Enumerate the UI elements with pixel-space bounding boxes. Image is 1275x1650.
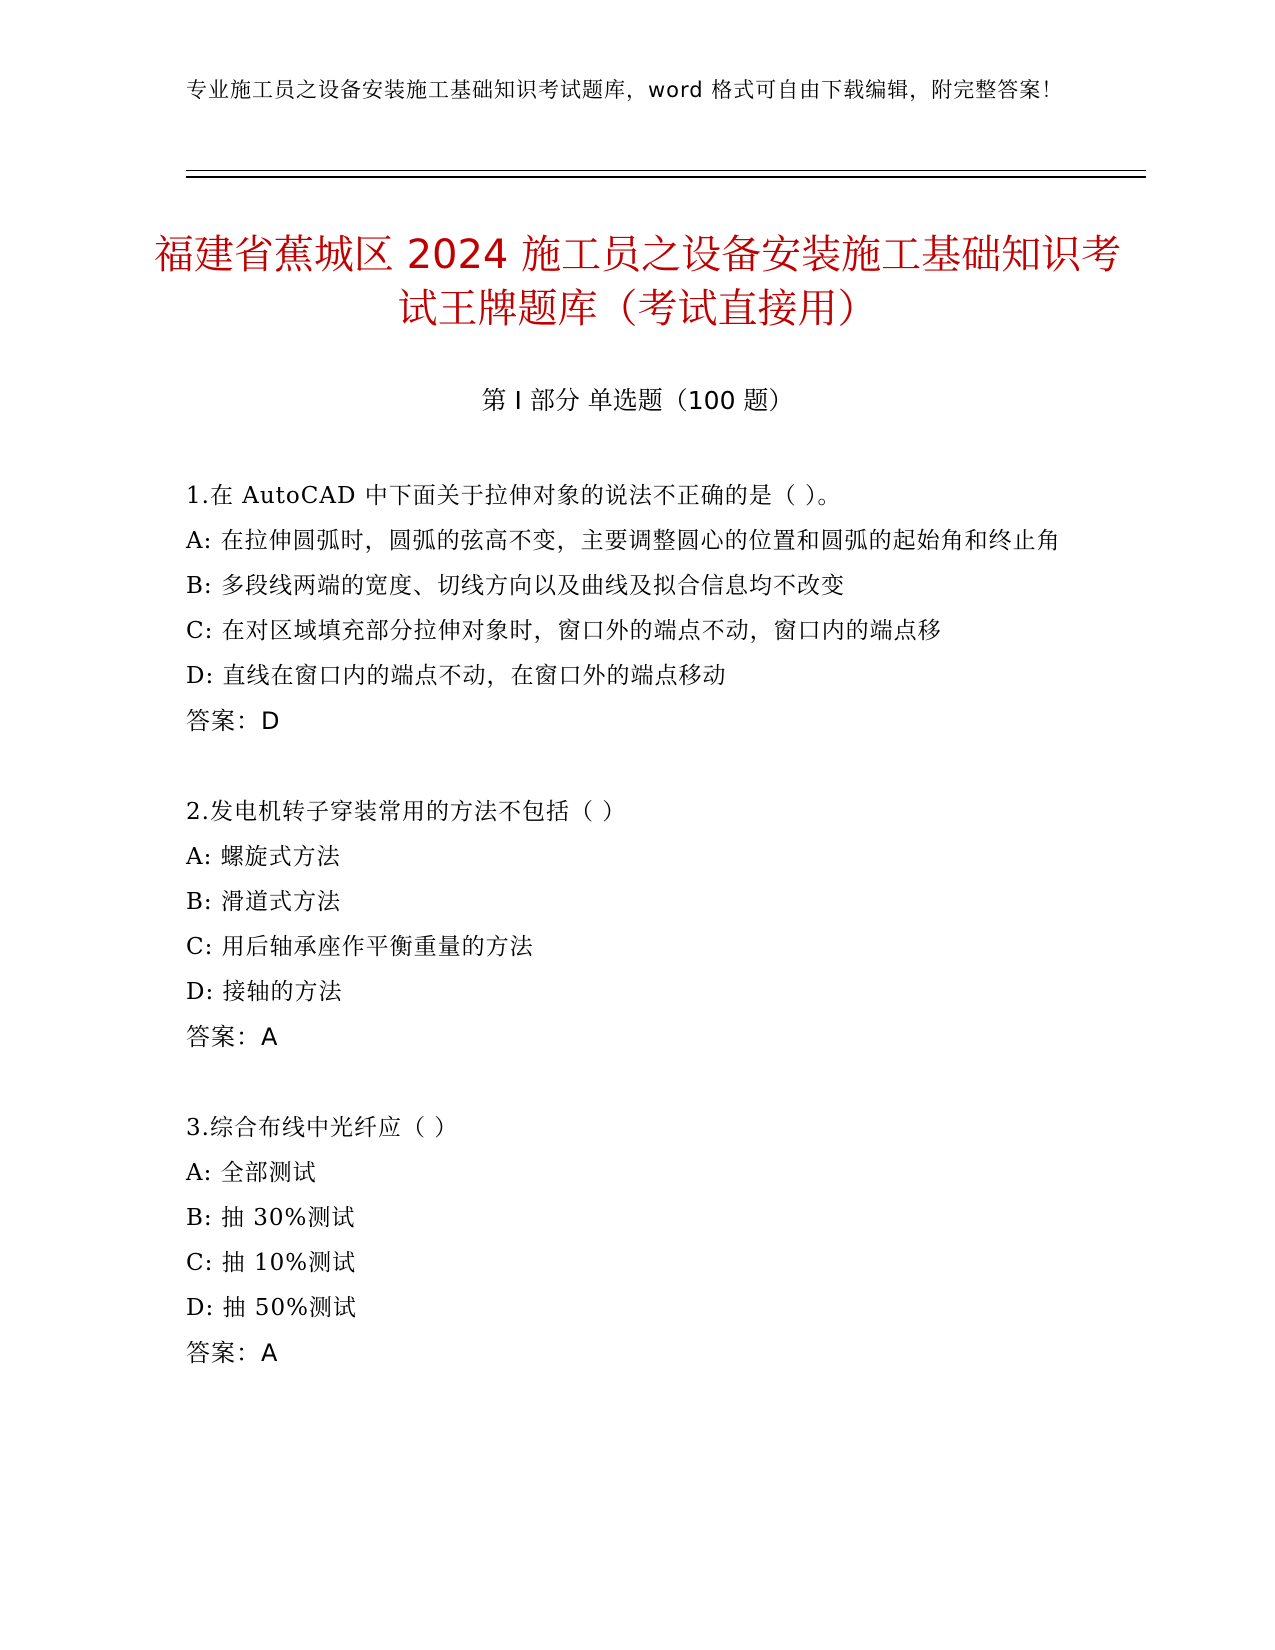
document-title: 福建省蕉城区 2024 施工员之设备安装施工基础知识考试王牌题库（考试直接用）	[153, 232, 1122, 332]
answer: 答案：A	[186, 1023, 279, 1051]
option-a: A: 螺旋式方法	[186, 844, 341, 870]
option-a: A: 全部测试	[186, 1160, 317, 1186]
question-stem: 1.在 AutoCAD 中下面关于拉伸对象的说法不正确的是（ ）。	[186, 483, 842, 509]
header-divider-thick	[186, 176, 1146, 178]
header-divider-thin	[186, 170, 1146, 171]
section-title: 第 I 部分 单选题（100 题）	[481, 386, 794, 415]
answer: 答案：A	[186, 1339, 279, 1367]
question-stem: 2.发电机转子穿装常用的方法不包括（ ）	[186, 799, 627, 825]
question-3	[186, 1106, 1066, 1376]
question-1	[186, 474, 1066, 744]
option-b: B: 抽 30%测试	[186, 1205, 356, 1231]
option-d: D: 抽 50%测试	[186, 1295, 357, 1321]
option-a: A: 在拉伸圆弧时，圆弧的弦高不变，主要调整圆心的位置和圆弧的起始角和终止角	[186, 528, 1061, 554]
question-list	[186, 474, 1066, 1422]
option-b: B: 多段线两端的宽度、切线方向以及曲线及拟合信息均不改变	[186, 573, 845, 599]
question-stem: 3.综合布线中光纤应（ ）	[186, 1115, 459, 1141]
option-d: D: 接轴的方法	[186, 979, 343, 1005]
option-c: C: 抽 10%测试	[186, 1250, 357, 1276]
question-2	[186, 790, 1066, 1060]
option-c: C: 用后轴承座作平衡重量的方法	[186, 934, 534, 960]
answer: 答案：D	[186, 707, 281, 735]
option-d: D: 直线在窗口内的端点不动，在窗口外的端点移动	[186, 663, 727, 689]
option-c: C: 在对区域填充部分拉伸对象时，窗口外的端点不动，窗口内的端点移	[186, 618, 942, 644]
option-b: B: 滑道式方法	[186, 889, 341, 915]
header-note: 专业施工员之设备安装施工基础知识考试题库，word 格式可自由下载编辑，附完整答案！	[186, 78, 1064, 102]
